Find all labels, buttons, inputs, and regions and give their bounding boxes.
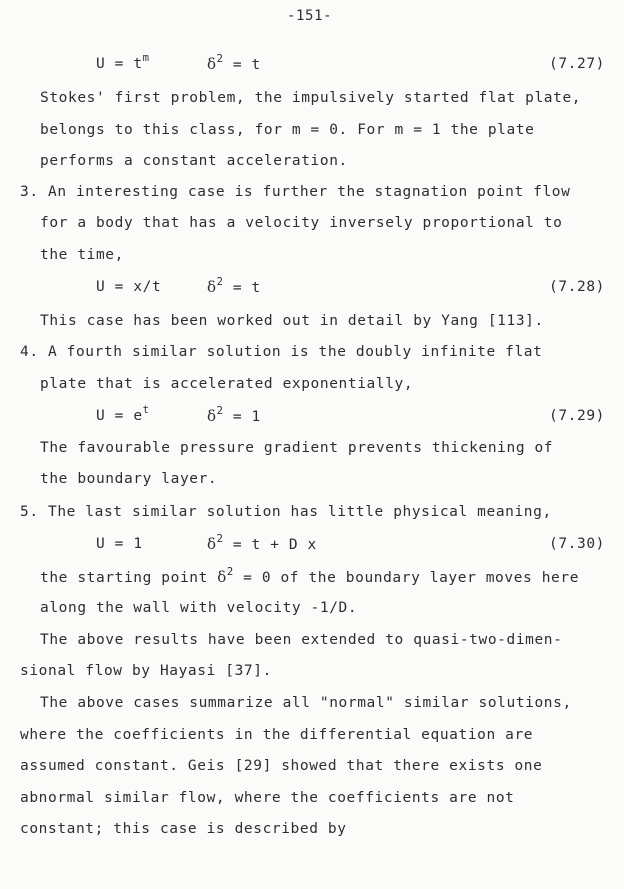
text-line: The above cases summarize all "normal" similar solutions, bbox=[40, 695, 572, 711]
equation-number-7-29: (7.29) bbox=[549, 408, 605, 424]
equation-7-29-rhs: $\delta^2 = 1$ bbox=[207, 405, 261, 425]
text-line: constant; this case is described by bbox=[20, 821, 347, 837]
list-item-5: 5. The last similar solution has little physical meaning, bbox=[20, 504, 552, 520]
equation-7-29-lhs: $U = e^t$ bbox=[96, 404, 150, 424]
text-line: the time, bbox=[40, 247, 124, 263]
text-line: the starting point $\delta^2 = 0$ of the boundary layer moves here bbox=[40, 566, 580, 586]
equation-7-27-rhs: $\delta^2 = t$ bbox=[207, 53, 261, 73]
text-line: This case has been worked out in detail by Yang [113]. bbox=[40, 313, 544, 329]
text-line: Stokes' first problem, the impulsively started flat plate, bbox=[40, 90, 582, 106]
equation-number-7-27: (7.27) bbox=[549, 56, 605, 72]
equation-7-28-rhs: $\delta^2 = t$ bbox=[207, 276, 261, 296]
equation-7-30-rhs: $\delta^2 = t + D$ x bbox=[207, 533, 317, 553]
text-line: for a body that has a velocity inversely proportional to bbox=[40, 215, 563, 231]
text-line: abnormal similar flow, where the coefficients are not bbox=[20, 790, 515, 806]
text-line: The above results have been extended to quasi-two-dimen- bbox=[40, 632, 563, 648]
equation-7-30-lhs: U = 1 bbox=[96, 536, 143, 552]
list-item-3: 3. An interesting case is further the stagnation point flow bbox=[20, 184, 571, 200]
text-line: The favourable pressure gradient prevents thickening of bbox=[40, 440, 554, 456]
equation-7-27-lhs: $U = t^m$ bbox=[96, 52, 150, 72]
list-item-4: 4. A fourth similar solution is the doubly infinite flat bbox=[20, 344, 543, 360]
text-line: along the wall with velocity -1/D. bbox=[40, 600, 358, 616]
text-line: sional flow by Hayasi [37]. bbox=[20, 663, 272, 679]
text-line: belongs to this class, for m = 0. For m = 1 the plate bbox=[40, 122, 535, 138]
equation-7-28-lhs: U = x/t bbox=[96, 279, 162, 295]
equation-number-7-30: (7.30) bbox=[549, 536, 605, 552]
page-number: -151- bbox=[287, 8, 333, 24]
text-line: the boundary layer. bbox=[40, 471, 218, 487]
equation-number-7-28: (7.28) bbox=[549, 279, 605, 295]
text-line: plate that is accelerated exponentially, bbox=[40, 376, 414, 392]
text-line: assumed constant. Geis [29] showed that there exists one bbox=[20, 758, 543, 774]
text-line: where the coefficients in the differential equation are bbox=[20, 727, 534, 743]
text-line: performs a constant acceleration. bbox=[40, 153, 348, 169]
